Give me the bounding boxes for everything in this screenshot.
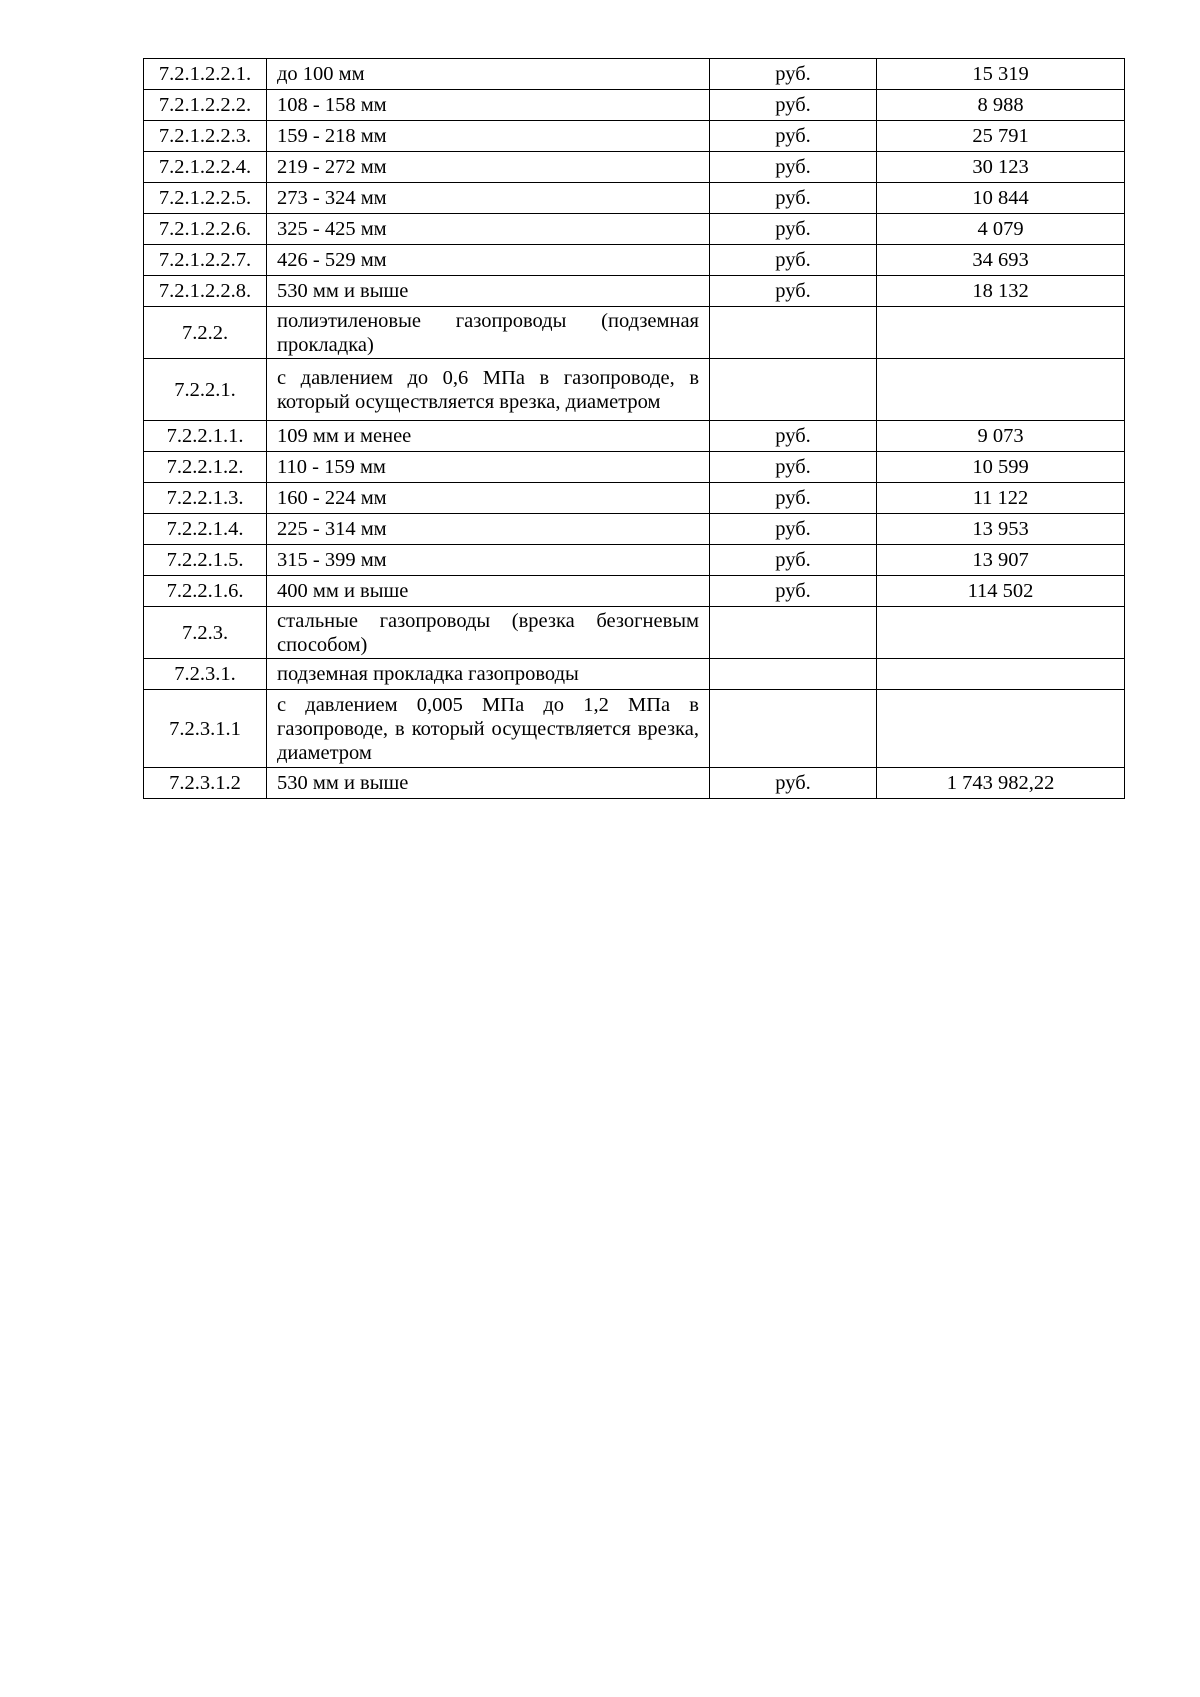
table-row	[144, 276, 1125, 307]
row-value: 30 123	[877, 152, 1125, 183]
row-code: 7.2.3.	[144, 607, 267, 659]
row-unit: руб.	[710, 121, 877, 152]
row-code: 7.2.1.2.2.4.	[144, 152, 267, 183]
table-row	[144, 768, 1125, 799]
row-code: 7.2.1.2.2.3.	[144, 121, 267, 152]
row-name: с давлением до 0,6 МПа в газопроводе, в который осуществляется врезка, диаметром	[267, 359, 710, 421]
row-code: 7.2.1.2.2.8.	[144, 276, 267, 307]
row-name: 325 - 425 мм	[267, 214, 710, 245]
row-unit: руб.	[710, 59, 877, 90]
row-unit	[710, 359, 877, 421]
row-unit: руб.	[710, 576, 877, 607]
row-value: 13 907	[877, 545, 1125, 576]
row-code: 7.2.3.1.	[144, 659, 267, 690]
row-code: 7.2.2.1.6.	[144, 576, 267, 607]
table-row-section	[144, 690, 1125, 768]
row-unit: руб.	[710, 152, 877, 183]
row-name: 109 мм и менее	[267, 421, 710, 452]
row-name: полиэтиленовые газопроводы (подземная прокладка)	[267, 307, 710, 359]
row-code: 7.2.2.1.5.	[144, 545, 267, 576]
row-code: 7.2.2.1.4.	[144, 514, 267, 545]
row-code: 7.2.3.1.2	[144, 768, 267, 799]
row-name: 160 - 224 мм	[267, 483, 710, 514]
row-code: 7.2.2.1.3.	[144, 483, 267, 514]
row-unit: руб.	[710, 214, 877, 245]
table-row	[144, 421, 1125, 452]
row-code: 7.2.1.2.2.2.	[144, 90, 267, 121]
row-code: 7.2.2.1.2.	[144, 452, 267, 483]
row-value: 13 953	[877, 514, 1125, 545]
row-unit: руб.	[710, 276, 877, 307]
table-row-section	[144, 359, 1125, 421]
row-code: 7.2.1.2.2.5.	[144, 183, 267, 214]
row-unit: руб.	[710, 245, 877, 276]
row-unit: руб.	[710, 90, 877, 121]
row-unit: руб.	[710, 768, 877, 799]
row-value: 18 132	[877, 276, 1125, 307]
table-row-section	[144, 659, 1125, 690]
row-unit: руб.	[710, 421, 877, 452]
table-row	[144, 90, 1125, 121]
row-name: 426 - 529 мм	[267, 245, 710, 276]
row-value: 114 502	[877, 576, 1125, 607]
row-value: 8 988	[877, 90, 1125, 121]
row-value: 11 122	[877, 483, 1125, 514]
row-code: 7.2.3.1.1	[144, 690, 267, 768]
row-value: 25 791	[877, 121, 1125, 152]
row-name: подземная прокладка газопроводы	[267, 659, 710, 690]
row-code: 7.2.2.1.	[144, 359, 267, 421]
row-name: 225 - 314 мм	[267, 514, 710, 545]
row-name: 159 - 218 мм	[267, 121, 710, 152]
row-value	[877, 359, 1125, 421]
row-value	[877, 307, 1125, 359]
row-unit: руб.	[710, 545, 877, 576]
row-name: 530 мм и выше	[267, 768, 710, 799]
table-row	[144, 214, 1125, 245]
row-unit: руб.	[710, 483, 877, 514]
row-unit: руб.	[710, 183, 877, 214]
row-value: 10 599	[877, 452, 1125, 483]
row-code: 7.2.1.2.2.7.	[144, 245, 267, 276]
row-unit: руб.	[710, 514, 877, 545]
row-name: до 100 мм	[267, 59, 710, 90]
table-row	[144, 152, 1125, 183]
row-name: 219 - 272 мм	[267, 152, 710, 183]
row-name: 108 - 158 мм	[267, 90, 710, 121]
row-value	[877, 690, 1125, 768]
row-name: 315 - 399 мм	[267, 545, 710, 576]
row-name: 530 мм и выше	[267, 276, 710, 307]
table-row	[144, 452, 1125, 483]
row-name: 400 мм и выше	[267, 576, 710, 607]
row-code: 7.2.2.	[144, 307, 267, 359]
table-row-section	[144, 607, 1125, 659]
table-row-section	[144, 307, 1125, 359]
row-value	[877, 659, 1125, 690]
tariff-table-body	[144, 59, 1125, 799]
row-value: 15 319	[877, 59, 1125, 90]
table-row	[144, 183, 1125, 214]
table-row	[144, 545, 1125, 576]
table-row	[144, 576, 1125, 607]
row-value	[877, 607, 1125, 659]
row-unit	[710, 690, 877, 768]
row-unit: руб.	[710, 452, 877, 483]
row-value: 34 693	[877, 245, 1125, 276]
row-name: 273 - 324 мм	[267, 183, 710, 214]
row-value: 1 743 982,22	[877, 768, 1125, 799]
row-unit	[710, 659, 877, 690]
row-value: 9 073	[877, 421, 1125, 452]
row-name: с давлением 0,005 МПа до 1,2 МПа в газопроводе, в который осуществляется врезка, диаметром	[267, 690, 710, 768]
table-row	[144, 483, 1125, 514]
row-name: 110 - 159 мм	[267, 452, 710, 483]
row-value: 4 079	[877, 214, 1125, 245]
table-row	[144, 245, 1125, 276]
row-code: 7.2.1.2.2.6.	[144, 214, 267, 245]
table-row	[144, 121, 1125, 152]
row-unit	[710, 607, 877, 659]
row-code: 7.2.2.1.1.	[144, 421, 267, 452]
row-name: стальные газопроводы (врезка безогневым способом)	[267, 607, 710, 659]
tariff-table	[143, 58, 1125, 799]
table-row	[144, 59, 1125, 90]
table-row	[144, 514, 1125, 545]
row-value: 10 844	[877, 183, 1125, 214]
row-code: 7.2.1.2.2.1.	[144, 59, 267, 90]
row-unit	[710, 307, 877, 359]
